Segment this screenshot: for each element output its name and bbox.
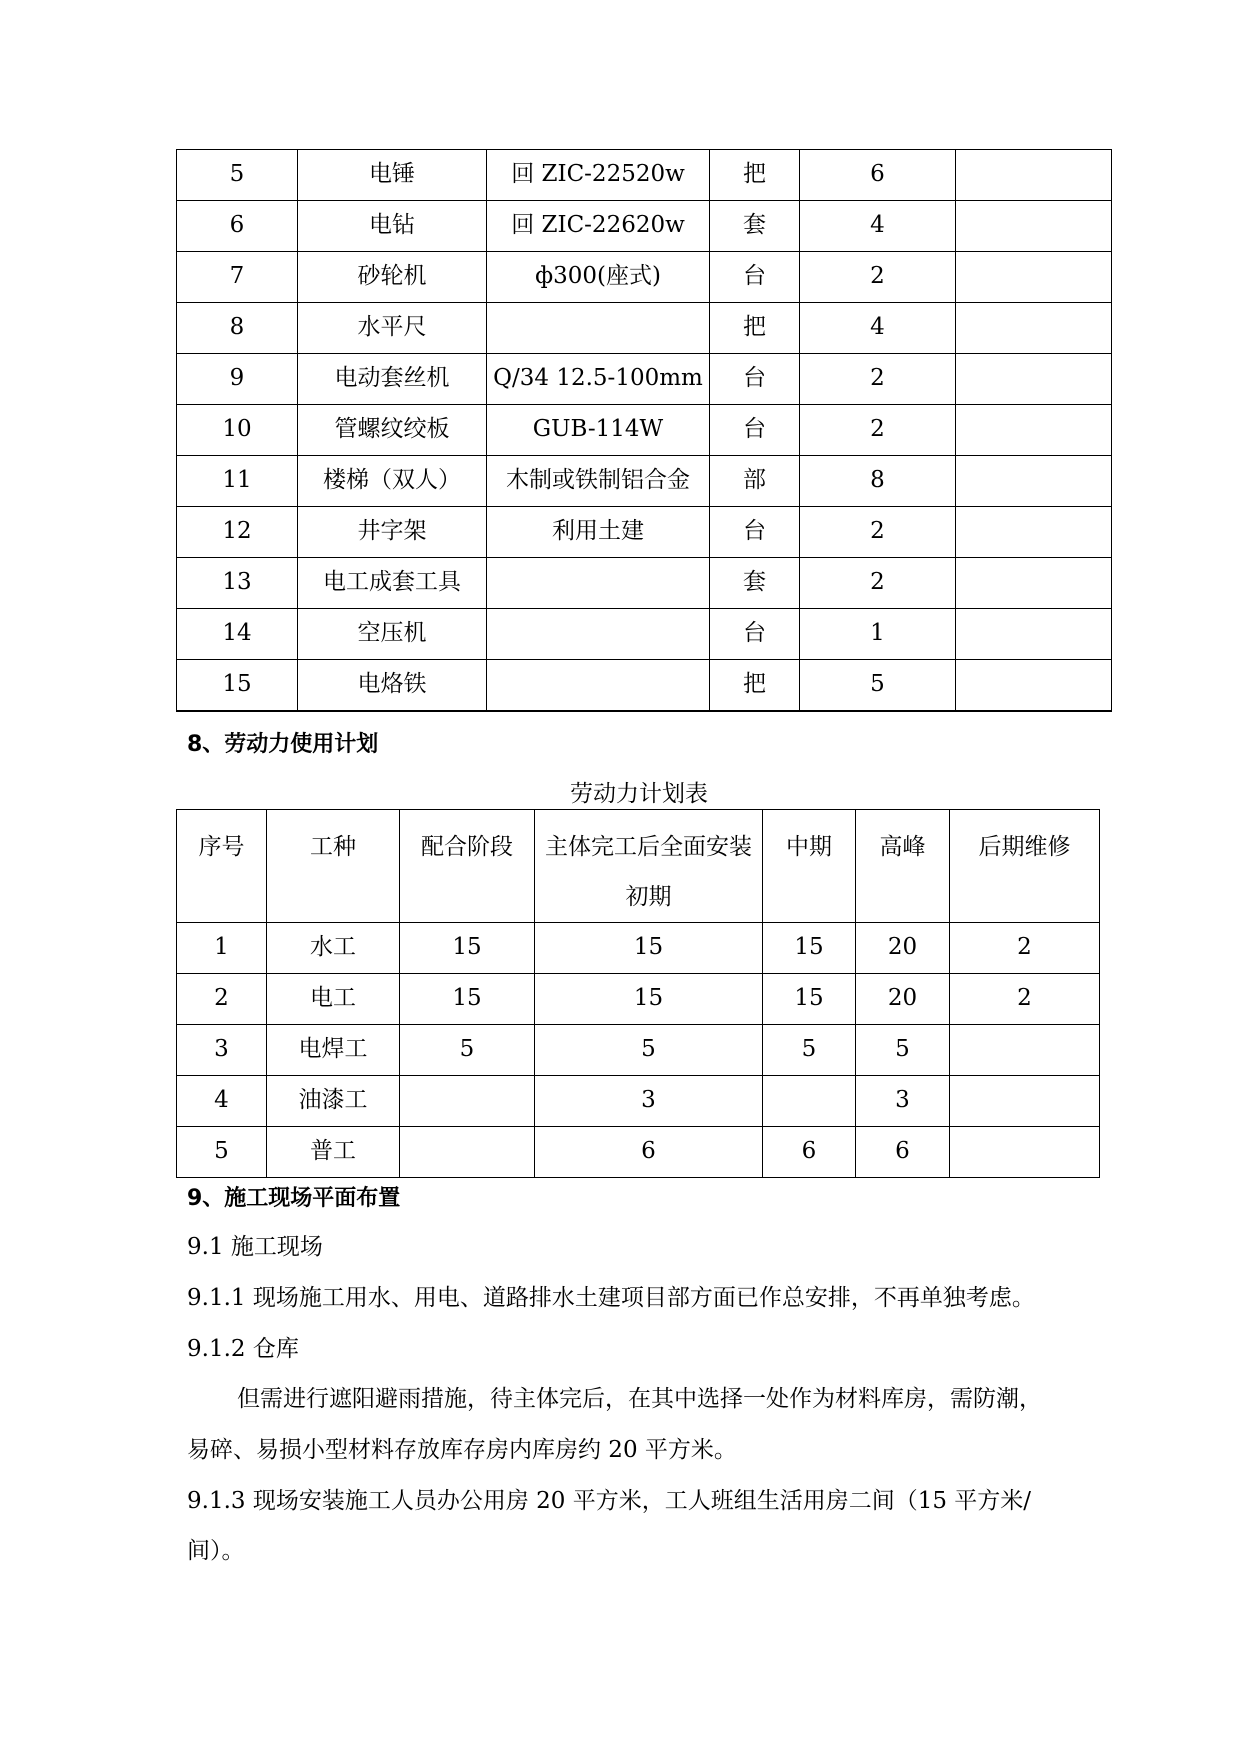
cell-note bbox=[956, 405, 1112, 456]
cell-qty: 4 bbox=[800, 201, 956, 252]
cell-spec: 回 ZIC-22620w bbox=[487, 201, 710, 252]
table-row bbox=[177, 303, 1112, 354]
cell-name: 电工成套工具 bbox=[298, 558, 487, 609]
cell: 1 bbox=[177, 923, 267, 974]
header-initial: 主体完工后全面安装初期 bbox=[535, 810, 763, 923]
cell: 2 bbox=[950, 923, 1100, 974]
labor-table-caption: 劳动力计划表 bbox=[570, 781, 708, 807]
cell-unit: 部 bbox=[710, 456, 800, 507]
cell-unit: 套 bbox=[710, 558, 800, 609]
cell-name: 井字架 bbox=[298, 507, 487, 558]
cell-unit: 把 bbox=[710, 303, 800, 354]
cell: 4 bbox=[177, 1076, 267, 1127]
cell-note bbox=[956, 252, 1112, 303]
cell: 5 bbox=[763, 1025, 856, 1076]
cell: 电工 bbox=[267, 974, 400, 1025]
cell-note bbox=[956, 456, 1112, 507]
table-row bbox=[177, 405, 1112, 456]
cell-name: 空压机 bbox=[298, 609, 487, 660]
cell: 5 bbox=[535, 1025, 763, 1076]
cell bbox=[950, 1025, 1100, 1076]
cell-unit: 台 bbox=[710, 354, 800, 405]
cell-unit: 台 bbox=[710, 507, 800, 558]
cell-unit: 把 bbox=[710, 150, 800, 201]
cell: 15 bbox=[535, 974, 763, 1025]
cell: 20 bbox=[856, 974, 950, 1025]
cell bbox=[400, 1076, 535, 1127]
table-row bbox=[177, 1076, 1100, 1127]
cell-unit: 套 bbox=[710, 201, 800, 252]
cell-no: 11 bbox=[177, 456, 298, 507]
cell-spec: GUB-114W bbox=[487, 405, 710, 456]
cell-spec bbox=[487, 609, 710, 660]
table-row bbox=[177, 150, 1112, 201]
cell: 6 bbox=[856, 1127, 950, 1178]
section-9-heading: 9、施工现场平面布置 bbox=[187, 1186, 401, 1211]
cell-qty: 6 bbox=[800, 150, 956, 201]
cell: 5 bbox=[400, 1025, 535, 1076]
paragraph-9-1-3-line1: 9.1.3 现场安装施工人员办公用房 20 平方米，工人班组生活用房二间（15 平方米/ bbox=[187, 1488, 1032, 1514]
cell-no: 5 bbox=[177, 150, 298, 201]
cell-name: 电动套丝机 bbox=[298, 354, 487, 405]
cell: 15 bbox=[400, 974, 535, 1025]
cell: 电焊工 bbox=[267, 1025, 400, 1076]
cell: 15 bbox=[535, 923, 763, 974]
cell-name: 砂轮机 bbox=[298, 252, 487, 303]
table-row bbox=[177, 923, 1100, 974]
table-row bbox=[177, 660, 1112, 711]
cell: 水工 bbox=[267, 923, 400, 974]
cell-qty: 2 bbox=[800, 558, 956, 609]
cell: 普工 bbox=[267, 1127, 400, 1178]
cell-name: 管螺纹绞板 bbox=[298, 405, 487, 456]
cell-spec bbox=[487, 558, 710, 609]
cell-note bbox=[956, 354, 1112, 405]
table-row bbox=[177, 974, 1100, 1025]
cell-spec: 木制或铁制铝合金 bbox=[487, 456, 710, 507]
table-row bbox=[177, 609, 1112, 660]
cell-qty: 1 bbox=[800, 609, 956, 660]
cell: 油漆工 bbox=[267, 1076, 400, 1127]
paragraph-9-1-3-line2: 间）。 bbox=[187, 1538, 245, 1564]
cell-no: 9 bbox=[177, 354, 298, 405]
paragraph-9-1-2-line1: 但需进行遮阳避雨措施，待主体完后，在其中选择一处作为材料库房，需防潮， bbox=[237, 1386, 1042, 1412]
cell-name: 楼梯（双人） bbox=[298, 456, 487, 507]
header-no: 序号 bbox=[177, 810, 267, 923]
cell-qty: 2 bbox=[800, 354, 956, 405]
cell-no: 6 bbox=[177, 201, 298, 252]
cell-unit: 台 bbox=[710, 252, 800, 303]
cell-note bbox=[956, 150, 1112, 201]
cell: 2 bbox=[177, 974, 267, 1025]
header-trade: 工种 bbox=[267, 810, 400, 923]
cell-name: 电钻 bbox=[298, 201, 487, 252]
labor-table bbox=[176, 809, 1100, 1178]
cell: 3 bbox=[856, 1076, 950, 1127]
cell-note bbox=[956, 609, 1112, 660]
cell-spec bbox=[487, 660, 710, 711]
cell-spec: 回 ZIC-22520w bbox=[487, 150, 710, 201]
table-row bbox=[177, 558, 1112, 609]
header-coordination: 配合阶段 bbox=[400, 810, 535, 923]
cell: 15 bbox=[400, 923, 535, 974]
header-maintenance: 后期维修 bbox=[950, 810, 1100, 923]
cell: 5 bbox=[177, 1127, 267, 1178]
cell bbox=[400, 1127, 535, 1178]
subsection-9-1-2: 9.1.2 仓库 bbox=[187, 1336, 299, 1362]
cell-no: 10 bbox=[177, 405, 298, 456]
paragraph-9-1-2-line2: 易碎、易损小型材料存放库存房内库房约 20 平方米。 bbox=[187, 1437, 737, 1463]
cell: 6 bbox=[763, 1127, 856, 1178]
cell-note bbox=[956, 303, 1112, 354]
cell bbox=[950, 1127, 1100, 1178]
cell-qty: 2 bbox=[800, 507, 956, 558]
cell-spec: ф300(座式) bbox=[487, 252, 710, 303]
cell-note bbox=[956, 201, 1112, 252]
header-mid: 中期 bbox=[763, 810, 856, 923]
subsection-9-1: 9.1 施工现场 bbox=[187, 1234, 323, 1260]
cell: 2 bbox=[950, 974, 1100, 1025]
table-row bbox=[177, 1127, 1100, 1178]
table-row bbox=[177, 201, 1112, 252]
cell: 3 bbox=[535, 1076, 763, 1127]
cell-name: 电烙铁 bbox=[298, 660, 487, 711]
cell-no: 8 bbox=[177, 303, 298, 354]
cell-spec: 利用土建 bbox=[487, 507, 710, 558]
cell-no: 12 bbox=[177, 507, 298, 558]
cell-name: 电锤 bbox=[298, 150, 487, 201]
cell-qty: 4 bbox=[800, 303, 956, 354]
paragraph-9-1-1: 9.1.1 现场施工用水、用电、道路排水土建项目部方面已作总安排，不再单独考虑。 bbox=[187, 1285, 1035, 1311]
table-row bbox=[177, 456, 1112, 507]
cell: 15 bbox=[763, 923, 856, 974]
section-8-heading: 8、劳动力使用计划 bbox=[187, 732, 379, 757]
cell-qty: 8 bbox=[800, 456, 956, 507]
cell-note bbox=[956, 558, 1112, 609]
cell-qty: 2 bbox=[800, 252, 956, 303]
cell: 6 bbox=[535, 1127, 763, 1178]
cell-unit: 台 bbox=[710, 405, 800, 456]
table-header-row bbox=[177, 810, 1100, 923]
table-row bbox=[177, 507, 1112, 558]
cell-unit: 把 bbox=[710, 660, 800, 711]
cell-name: 水平尺 bbox=[298, 303, 487, 354]
cell-unit: 台 bbox=[710, 609, 800, 660]
cell-no: 13 bbox=[177, 558, 298, 609]
cell: 20 bbox=[856, 923, 950, 974]
cell-qty: 2 bbox=[800, 405, 956, 456]
tools-table bbox=[176, 149, 1112, 712]
cell: 15 bbox=[763, 974, 856, 1025]
cell-note bbox=[956, 507, 1112, 558]
cell-note bbox=[956, 660, 1112, 711]
cell-qty: 5 bbox=[800, 660, 956, 711]
cell bbox=[763, 1076, 856, 1127]
cell-no: 14 bbox=[177, 609, 298, 660]
cell-spec: Q/34 12.5-100mm bbox=[487, 354, 710, 405]
cell: 3 bbox=[177, 1025, 267, 1076]
cell-spec bbox=[487, 303, 710, 354]
cell-no: 7 bbox=[177, 252, 298, 303]
header-peak: 高峰 bbox=[856, 810, 950, 923]
table-row bbox=[177, 252, 1112, 303]
cell bbox=[950, 1076, 1100, 1127]
cell-no: 15 bbox=[177, 660, 298, 711]
table-row bbox=[177, 354, 1112, 405]
table-row bbox=[177, 1025, 1100, 1076]
cell: 5 bbox=[856, 1025, 950, 1076]
